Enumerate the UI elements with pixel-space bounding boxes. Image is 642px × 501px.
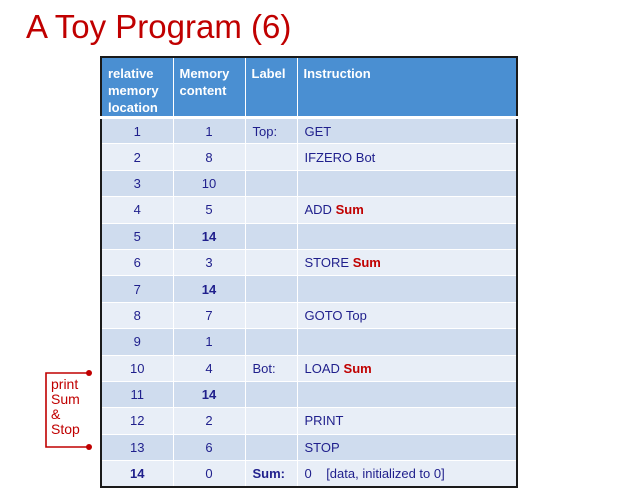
cell-label <box>245 302 297 328</box>
cell-instruction <box>297 118 517 144</box>
instruction-op: LOAD <box>304 360 340 376</box>
table-row <box>101 381 517 407</box>
cell-label <box>245 197 297 223</box>
cell-location: 1 <box>101 118 173 144</box>
cell-memory-content: 5 <box>173 197 245 223</box>
cell-location: 9 <box>101 329 173 355</box>
instruction-operand: Sum <box>352 255 381 271</box>
cell-instruction <box>297 197 517 223</box>
cell-location: 6 <box>101 249 173 275</box>
cell-label <box>245 329 297 355</box>
cell-label <box>245 223 297 249</box>
cell-instruction <box>297 381 517 407</box>
cell-memory-content: 2 <box>173 408 245 434</box>
header-label: Label <box>245 57 297 118</box>
program-table <box>100 56 518 488</box>
cell-label: Top: <box>245 118 297 144</box>
cell-location: 10 <box>101 355 173 381</box>
cell-location: 13 <box>101 434 173 460</box>
table-row <box>101 329 517 355</box>
cell-label <box>245 249 297 275</box>
annotation-line: Stop <box>51 421 80 437</box>
print-stop-annotation <box>51 377 80 437</box>
annotation-line: & <box>51 406 61 422</box>
cell-memory-content: 1 <box>173 329 245 355</box>
table-row <box>101 144 517 170</box>
cell-memory-content: 7 <box>173 302 245 328</box>
table-row <box>101 223 517 249</box>
cell-instruction <box>297 408 517 434</box>
cell-memory-content: 10 <box>173 170 245 196</box>
table-row <box>101 197 517 223</box>
cell-label <box>245 434 297 460</box>
instruction-op: PRINT <box>304 413 344 429</box>
instruction-op: 0 <box>304 466 312 482</box>
cell-location: 3 <box>101 170 173 196</box>
cell-memory-content: 14 <box>173 276 245 302</box>
cell-instruction <box>297 302 517 328</box>
cell-memory-content: 1 <box>173 118 245 144</box>
cell-location: 11 <box>101 381 173 407</box>
cell-location: 8 <box>101 302 173 328</box>
cell-instruction <box>297 249 517 275</box>
cell-instruction <box>297 461 517 487</box>
table-row <box>101 434 517 460</box>
instruction-note: [data, initialized to 0] <box>326 466 445 482</box>
instruction-operand: Sum <box>343 360 372 376</box>
cell-instruction <box>297 223 517 249</box>
cell-location: 5 <box>101 223 173 249</box>
table-row <box>101 170 517 196</box>
table-header <box>101 57 517 118</box>
cell-label <box>245 408 297 434</box>
instruction-op: GOTO Top <box>304 307 367 323</box>
cell-memory-content: 3 <box>173 249 245 275</box>
cell-label <box>245 170 297 196</box>
cell-memory-content: 8 <box>173 144 245 170</box>
table-row <box>101 249 517 275</box>
cell-label: Sum: <box>245 461 297 487</box>
cell-instruction <box>297 144 517 170</box>
table-row <box>101 355 517 381</box>
cell-label <box>245 144 297 170</box>
annotation-line: print <box>51 376 79 392</box>
cell-instruction <box>297 276 517 302</box>
cell-location: 12 <box>101 408 173 434</box>
cell-location: 2 <box>101 144 173 170</box>
cell-location: 7 <box>101 276 173 302</box>
table-row <box>101 408 517 434</box>
cell-label: Bot: <box>245 355 297 381</box>
instruction-op: IFZERO Bot <box>304 149 376 165</box>
instruction-op: STORE <box>304 255 350 271</box>
instruction-op: GET <box>304 123 332 139</box>
instruction-operand: Sum <box>335 202 364 218</box>
table-row <box>101 461 517 487</box>
cell-instruction <box>297 329 517 355</box>
cell-label <box>245 381 297 407</box>
cell-memory-content: 14 <box>173 381 245 407</box>
table-row <box>101 302 517 328</box>
cell-instruction <box>297 434 517 460</box>
header-instruction: Instruction <box>297 57 517 118</box>
table-body <box>101 118 517 487</box>
header-memory-content: Memory content <box>173 57 245 118</box>
instruction-op: STOP <box>304 439 340 455</box>
instruction-op: ADD <box>304 202 332 218</box>
table-row <box>101 276 517 302</box>
slide-title: A Toy Program (6) <box>26 8 292 45</box>
cell-memory-content: 4 <box>173 355 245 381</box>
annotation-line: Sum <box>51 391 80 407</box>
cell-memory-content: 6 <box>173 434 245 460</box>
cell-label <box>245 276 297 302</box>
cell-memory-content: 14 <box>173 223 245 249</box>
cell-instruction <box>297 170 517 196</box>
cell-location: 4 <box>101 197 173 223</box>
cell-instruction <box>297 355 517 381</box>
table-row <box>101 118 517 144</box>
cell-memory-content: 0 <box>173 461 245 487</box>
cell-location: 14 <box>101 461 173 487</box>
header-location: relative memory location <box>101 57 173 118</box>
